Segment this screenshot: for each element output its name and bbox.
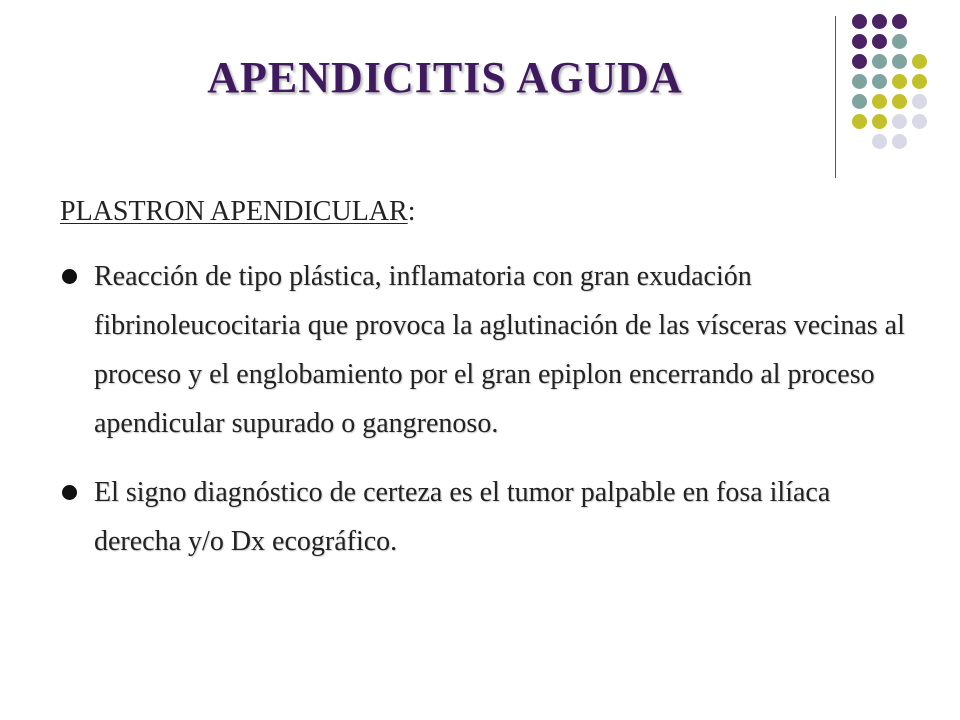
decorative-dot — [892, 14, 907, 29]
decorative-dot — [892, 94, 907, 109]
bullet-text: El signo diagnóstico de certeza es el tumor palpable en fosa ilíaca derecha y/o Dx ecográfico. — [94, 477, 831, 557]
bullet-text: Reacción de tipo plástica, inflamatoria con gran exudación fibrinoleucocitaria que provoca la aglutinación de las vísceras vecinas al proceso y el englobamiento por el gran epiplon encerrando al proceso apendicular supurado o gangrenoso. — [94, 261, 905, 439]
decorative-dot — [852, 14, 867, 29]
bullet-item — [60, 252, 910, 448]
bullet-list — [60, 252, 910, 586]
decorative-dot — [872, 34, 887, 49]
decorative-dot — [892, 34, 907, 49]
decorative-dot — [852, 114, 867, 129]
decorative-dot — [912, 114, 927, 129]
bullet-dot-icon — [62, 269, 77, 284]
bullet-dot-icon — [62, 485, 77, 500]
decorative-dot — [872, 134, 887, 149]
decorative-dot — [912, 94, 927, 109]
section-heading-text: PLASTRON APENDICULAR — [60, 196, 408, 227]
decorative-dot — [912, 74, 927, 89]
decorative-dot — [872, 14, 887, 29]
section-heading-colon: : — [407, 196, 416, 227]
decorative-dot — [872, 114, 887, 129]
decorative-dot — [892, 54, 907, 69]
decorative-dot — [912, 54, 927, 69]
section-heading — [60, 196, 415, 228]
slide-title: APENDICITIS AGUDA — [207, 53, 683, 102]
decorative-dot — [892, 74, 907, 89]
decorative-dot — [892, 114, 907, 129]
decorative-dot — [852, 34, 867, 49]
decorative-dot — [892, 134, 907, 149]
bullet-item — [60, 468, 910, 566]
